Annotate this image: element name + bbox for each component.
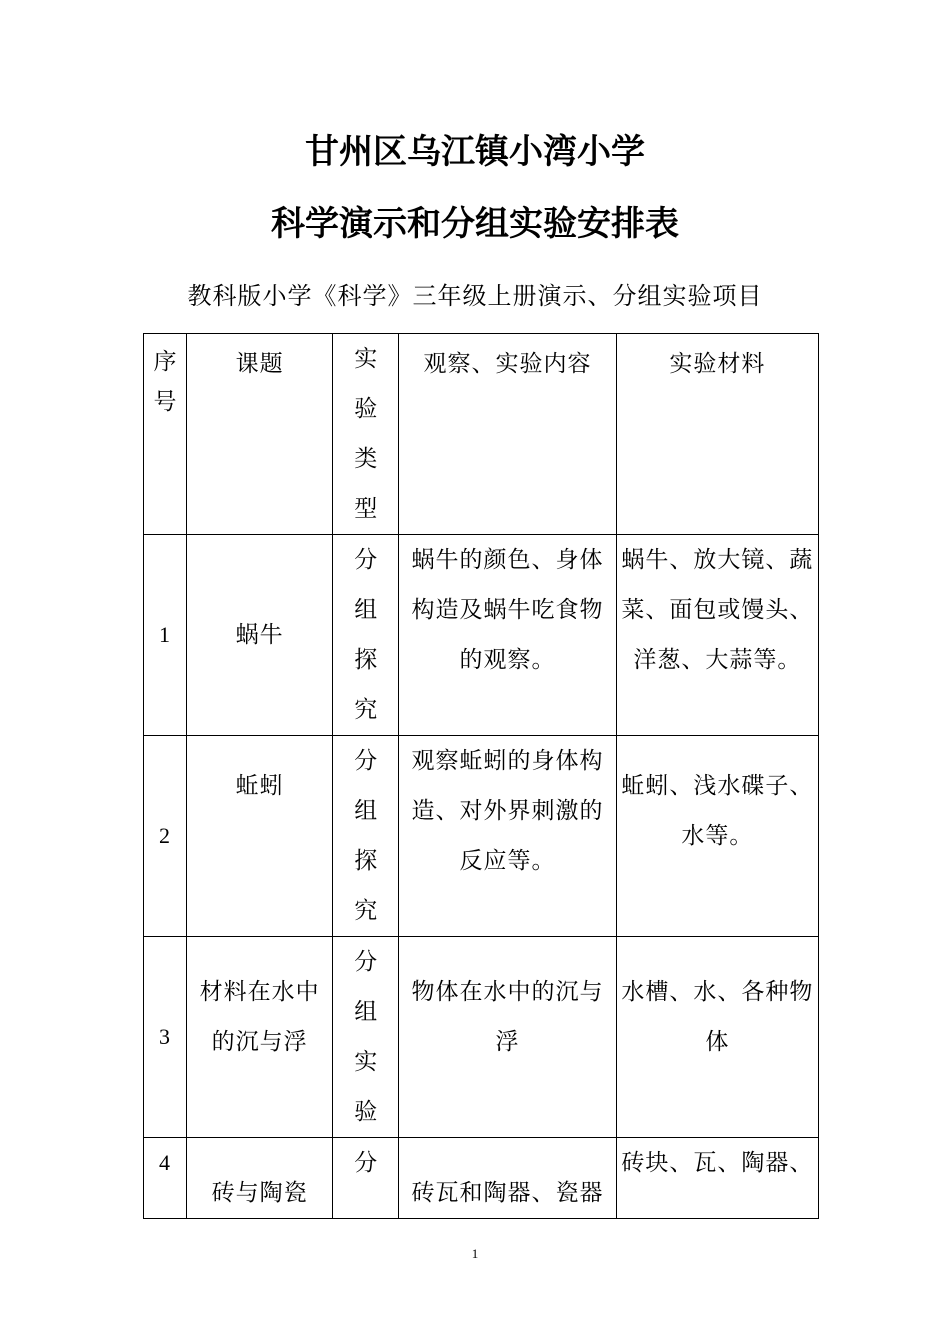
- row-type-cell: [333, 1138, 399, 1219]
- row-type: 分: [354, 1150, 378, 1176]
- header-no: [144, 334, 187, 535]
- header-topic-text: 课题: [235, 351, 284, 377]
- row-content: 砖瓦和陶器、瓷器: [411, 1180, 604, 1206]
- row-topic-cell: [187, 937, 333, 1138]
- row-no: 1: [159, 622, 172, 647]
- row-no-cell: [144, 1138, 187, 1219]
- row-type: 分组探究: [354, 547, 378, 723]
- row-materials: 蜗牛、放大镜、蔬菜、面包或馒头、洋葱、大蒜等。: [621, 547, 814, 673]
- header-materials: [616, 334, 818, 535]
- row-type-cell: [333, 535, 399, 736]
- row-topic: 蜗牛: [235, 622, 284, 648]
- row-no: 2: [159, 823, 172, 848]
- row-topic-cell: [187, 535, 333, 736]
- row-materials: 蚯蚓、浅水碟子、水等。: [621, 773, 814, 849]
- experiment-schedule-table: [143, 333, 819, 1219]
- header-materials-text: 实验材料: [669, 351, 766, 377]
- header-type-text: 实验类型: [354, 346, 378, 522]
- header-no-text: 序号: [153, 349, 177, 415]
- header-content: [399, 334, 616, 535]
- row-content: 蜗牛的颜色、身体构造及蜗牛吃食物的观察。: [411, 547, 604, 673]
- row-materials-cell: [616, 937, 818, 1138]
- row-materials: 水槽、水、各种物体: [621, 979, 814, 1055]
- row-topic: 材料在水中的沉与浮: [199, 979, 320, 1055]
- header-type: [333, 334, 399, 535]
- row-content-cell: [399, 736, 616, 937]
- row-materials-cell: [616, 535, 818, 736]
- row-type: 分组实验: [354, 949, 378, 1125]
- row-no-cell: [144, 736, 187, 937]
- document-title-table: 科学演示和分组实验安排表: [271, 204, 679, 244]
- row-content-cell: [399, 937, 616, 1138]
- header-topic: [187, 334, 333, 535]
- row-content-cell: [399, 1138, 616, 1219]
- row-content-cell: [399, 535, 616, 736]
- row-topic-cell: [187, 736, 333, 937]
- row-materials-cell: [616, 1138, 818, 1219]
- row-content: 观察蚯蚓的身体构造、对外界刺激的反应等。: [411, 748, 604, 874]
- row-type-cell: [333, 736, 399, 937]
- row-materials: 砖块、瓦、陶器、: [621, 1150, 814, 1176]
- page-number: 1: [471, 1246, 479, 1261]
- header-content-text: 观察、实验内容: [423, 351, 592, 377]
- row-type-cell: [333, 937, 399, 1138]
- row-topic: 砖与陶瓷: [211, 1180, 308, 1206]
- table-header-row: [144, 334, 819, 535]
- row-content: 物体在水中的沉与浮: [411, 979, 604, 1055]
- row-topic: 蚯蚓: [235, 773, 284, 799]
- row-no-cell: [144, 937, 187, 1138]
- table-row: [144, 535, 819, 736]
- document-subtitle: 教科版小学《科学》三年级上册演示、分组实验项目: [187, 282, 763, 310]
- row-type: 分组探究: [354, 748, 378, 924]
- row-topic-cell: [187, 1138, 333, 1219]
- row-materials-cell: [616, 736, 818, 937]
- table-row: [144, 1138, 819, 1219]
- table-row: [144, 937, 819, 1138]
- table-row: [144, 736, 819, 937]
- row-no: 4: [159, 1150, 172, 1175]
- row-no: 3: [159, 1024, 172, 1049]
- document-title-school: 甘州区乌江镇小湾小学: [305, 132, 645, 172]
- row-no-cell: [144, 535, 187, 736]
